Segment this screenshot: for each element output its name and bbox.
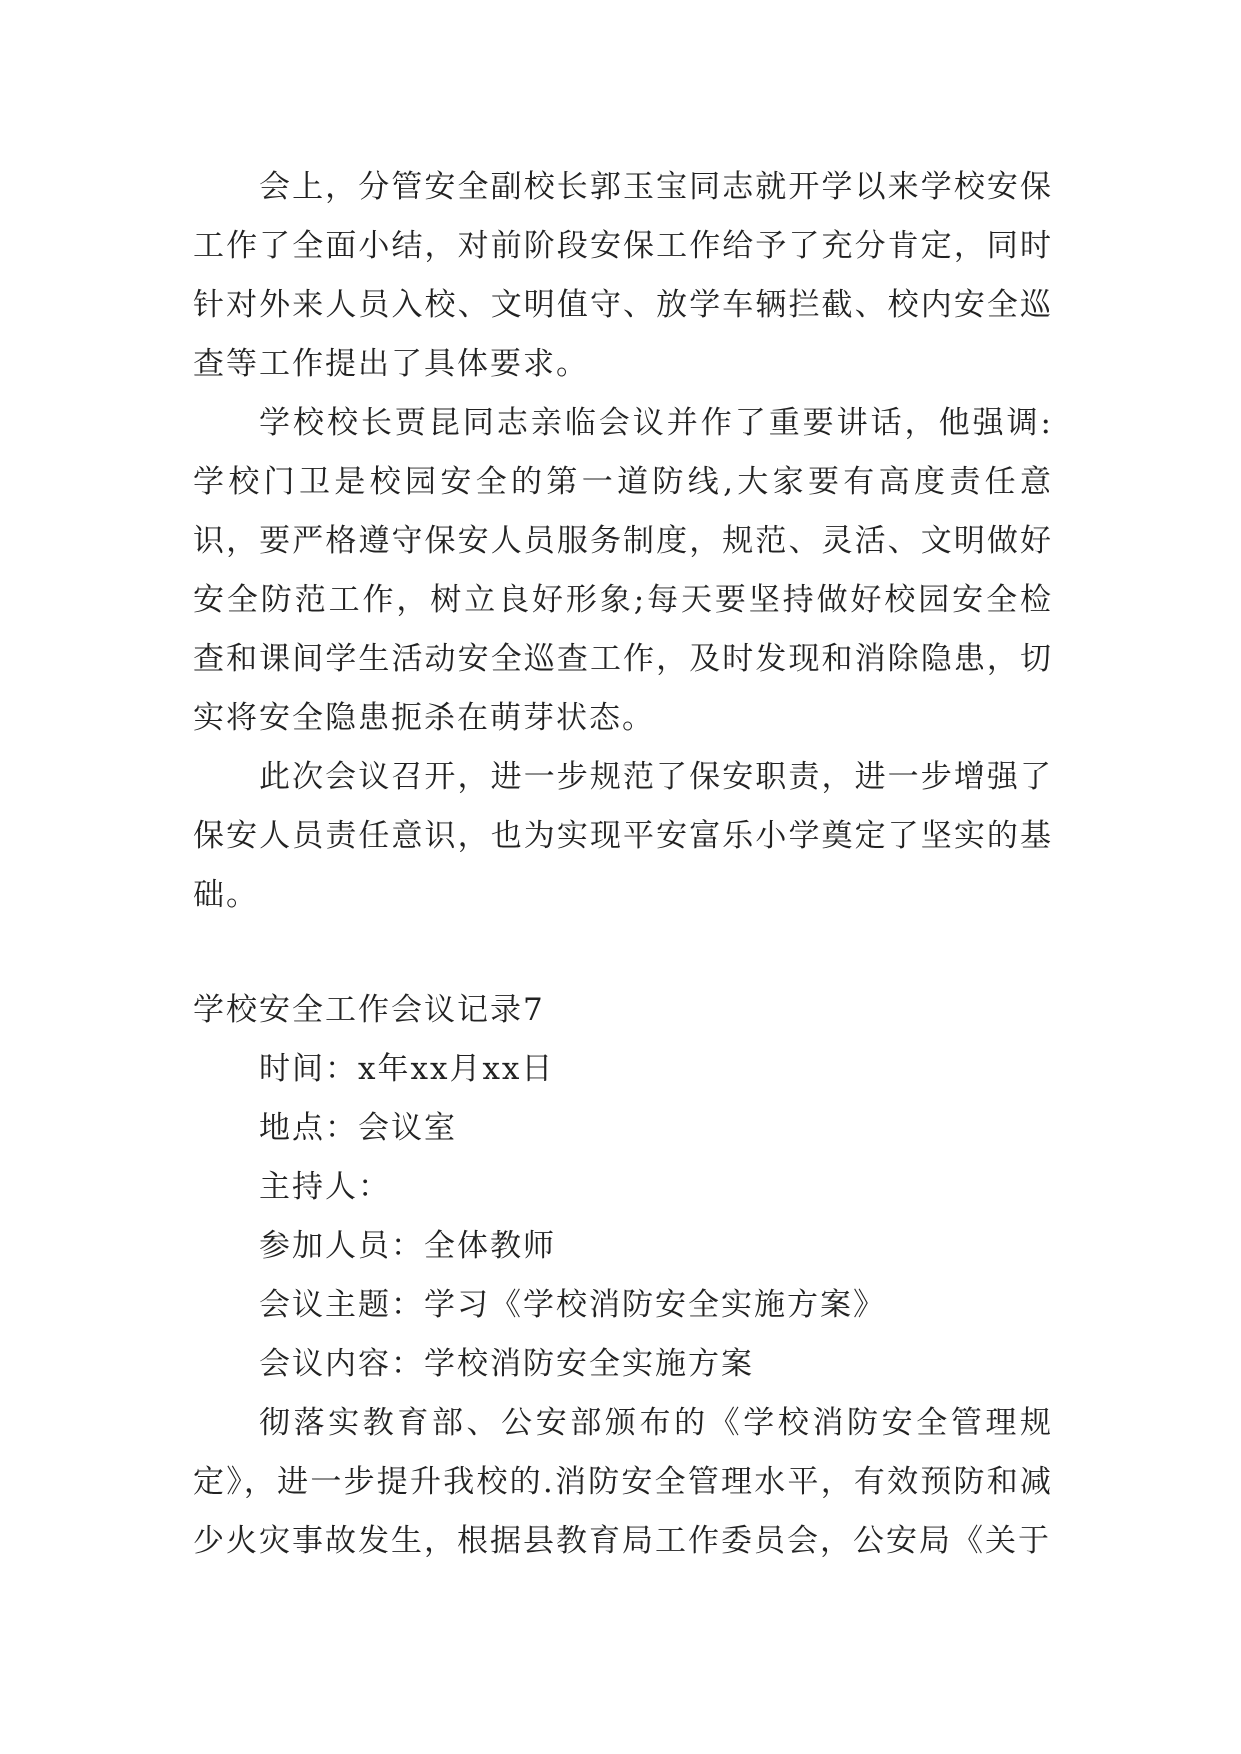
paragraph-fire-safety: 彻落实教育部、公安部颁布的《学校消防安全管理规定》，进一步提升我校的.消防安全管理水平，有效预防和减少火灾事故发生，根据县教育局工作委员会，公安局《关于 [193,1405,1053,1559]
field-topic: 会议主题：学习《学校消防安全实施方案》 [259,1287,886,1323]
field-host: 主持人： [259,1169,391,1205]
field-location: 地点：会议室 [259,1110,457,1146]
paragraph-conclusion: 此次会议召开，进一步规范了保安职责，进一步增强了保安人员责任意识，也为实现平安富乐小学奠定了坚实的基础。 [193,759,1053,913]
section-title: 学校安全工作会议记录7 [193,992,545,1028]
field-time: 时间：x年xx月xx日 [259,1051,555,1087]
document-body [193,158,1053,1571]
field-content: 会议内容：学校消防安全实施方案 [259,1346,754,1382]
field-participants: 参加人员：全体教师 [259,1228,556,1264]
paragraph-summary: 会上，分管安全副校长郭玉宝同志就开学以来学校安保工作了全面小结，对前阶段安保工作给予了充分肯定，同时针对外来人员入校、文明值守、放学车辆拦截、校内安全巡查等工作提出了具体要求。 [193,169,1053,382]
paragraph-principal-speech: 学校校长贾昆同志亲临会议并作了重要讲话，他强调:学校门卫是校园安全的第一道防线,大家要有高度责任意识，要严格遵守保安人员服务制度，规范、灵活、文明做好安全防范工作，树立良好形象;每天要坚持做好校园安全检查和课间学生活动安全巡查工作，及时发现和消除隐患，切实将安全隐患扼杀在萌芽状态。 [193,405,1053,736]
